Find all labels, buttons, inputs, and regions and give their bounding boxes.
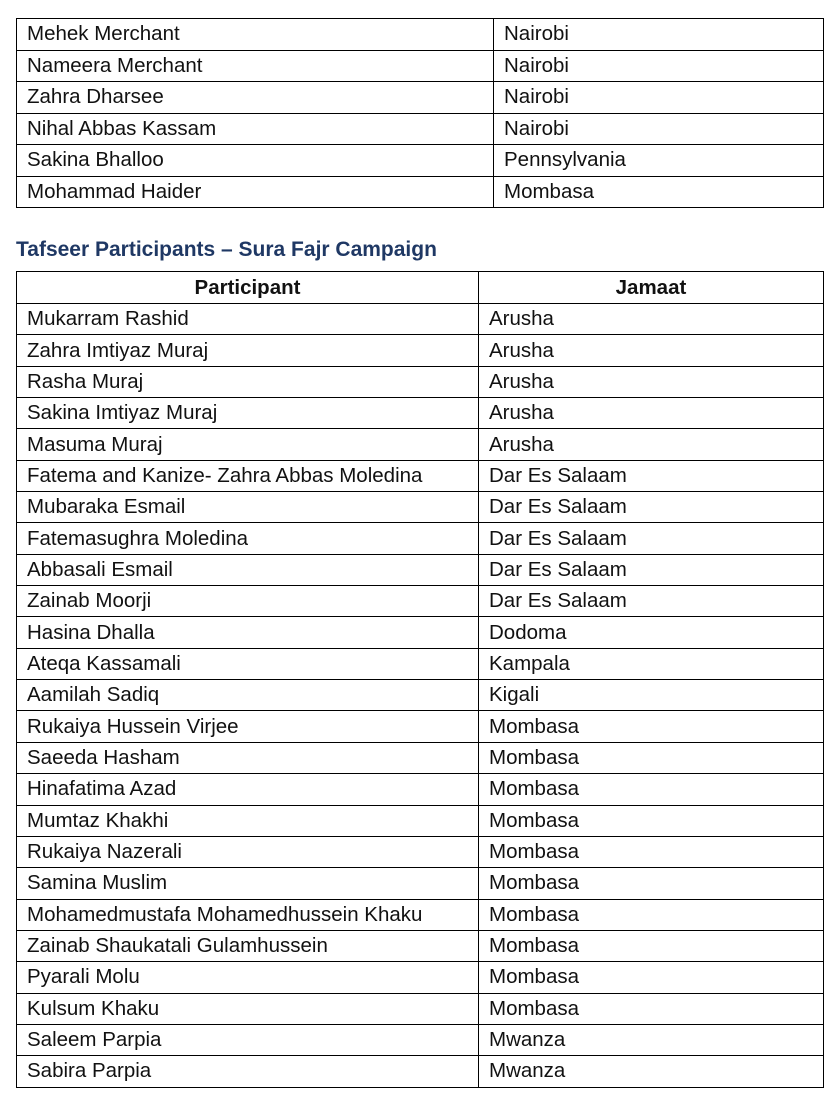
participant-cell: Masuma Muraj xyxy=(17,429,479,460)
section-heading: Tafseer Participants – Sura Fajr Campaign xyxy=(16,238,437,261)
participant-cell: Zainab Shaukatali Gulamhussein xyxy=(17,930,479,961)
participant-cell: Sakina Imtiyaz Muraj xyxy=(17,398,479,429)
participant-cell: Mumtaz Khakhi xyxy=(17,805,479,836)
participant-cell: Rasha Muraj xyxy=(17,366,479,397)
jamaat-cell: Mombasa xyxy=(494,176,824,208)
table-row xyxy=(17,304,824,335)
table-row xyxy=(17,993,824,1024)
table-row xyxy=(17,554,824,585)
participants-table-continued xyxy=(16,18,824,208)
table-row xyxy=(17,836,824,867)
table-row xyxy=(17,145,824,177)
jamaat-cell: Mombasa xyxy=(479,868,824,899)
participant-cell: Zahra Imtiyaz Muraj xyxy=(17,335,479,366)
jamaat-cell: Dar Es Salaam xyxy=(479,586,824,617)
table-row xyxy=(17,50,824,82)
table-row xyxy=(17,711,824,742)
participant-cell: Mubaraka Esmail xyxy=(17,492,479,523)
top-table-body xyxy=(17,19,824,208)
table-row xyxy=(17,648,824,679)
jamaat-cell: Mombasa xyxy=(479,774,824,805)
jamaat-cell: Dar Es Salaam xyxy=(479,554,824,585)
participant-cell: Zahra Dharsee xyxy=(17,82,494,114)
jamaat-cell: Dar Es Salaam xyxy=(479,460,824,491)
table-row xyxy=(17,617,824,648)
participant-cell: Mohamedmustafa Mohamedhussein Khaku xyxy=(17,899,479,930)
table-row xyxy=(17,899,824,930)
participant-cell: Hasina Dhalla xyxy=(17,617,479,648)
table-row xyxy=(17,113,824,145)
jamaat-cell: Mombasa xyxy=(479,962,824,993)
jamaat-cell: Arusha xyxy=(479,398,824,429)
participant-cell: Samina Muslim xyxy=(17,868,479,899)
table-row xyxy=(17,335,824,366)
participant-cell: Mehek Merchant xyxy=(17,19,494,51)
table-row xyxy=(17,774,824,805)
jamaat-cell: Pennsylvania xyxy=(494,145,824,177)
participant-cell: Pyarali Molu xyxy=(17,962,479,993)
participant-cell: Saeeda Hasham xyxy=(17,742,479,773)
participant-cell: Nameera Merchant xyxy=(17,50,494,82)
table-row xyxy=(17,930,824,961)
participant-cell: Ateqa Kassamali xyxy=(17,648,479,679)
participant-cell: Fatemasughra Moledina xyxy=(17,523,479,554)
table-row xyxy=(17,1024,824,1055)
jamaat-cell: Nairobi xyxy=(494,50,824,82)
table-row xyxy=(17,805,824,836)
participant-cell: Zainab Moorji xyxy=(17,586,479,617)
table-row xyxy=(17,742,824,773)
table-row xyxy=(17,429,824,460)
participant-cell: Sakina Bhalloo xyxy=(17,145,494,177)
column-header-jamaat: Jamaat xyxy=(479,272,824,304)
jamaat-cell: Arusha xyxy=(479,366,824,397)
column-header-participant: Participant xyxy=(17,272,479,304)
jamaat-cell: Mombasa xyxy=(479,993,824,1024)
participant-cell: Aamilah Sadiq xyxy=(17,680,479,711)
jamaat-cell: Kigali xyxy=(479,680,824,711)
jamaat-cell: Mombasa xyxy=(479,711,824,742)
jamaat-cell: Mombasa xyxy=(479,899,824,930)
tafseer-participants-table xyxy=(16,271,824,1088)
jamaat-cell: Mombasa xyxy=(479,836,824,867)
table-row xyxy=(17,492,824,523)
table-row xyxy=(17,19,824,51)
participant-cell: Saleem Parpia xyxy=(17,1024,479,1055)
jamaat-cell: Nairobi xyxy=(494,19,824,51)
jamaat-cell: Dar Es Salaam xyxy=(479,492,824,523)
table-row xyxy=(17,962,824,993)
participant-cell: Fatema and Kanize- Zahra Abbas Moledina xyxy=(17,460,479,491)
table-header-row xyxy=(17,272,824,304)
table-row xyxy=(17,398,824,429)
table-row xyxy=(17,460,824,491)
participant-cell: Mukarram Rashid xyxy=(17,304,479,335)
table-row xyxy=(17,176,824,208)
table-row xyxy=(17,586,824,617)
jamaat-cell: Arusha xyxy=(479,335,824,366)
table-row xyxy=(17,680,824,711)
table-row xyxy=(17,868,824,899)
participant-cell: Sabira Parpia xyxy=(17,1056,479,1087)
jamaat-cell: Kampala xyxy=(479,648,824,679)
participant-cell: Abbasali Esmail xyxy=(17,554,479,585)
table-row xyxy=(17,366,824,397)
participant-cell: Rukaiya Hussein Virjee xyxy=(17,711,479,742)
jamaat-cell: Nairobi xyxy=(494,82,824,114)
tafseer-table-body xyxy=(17,304,824,1088)
jamaat-cell: Mombasa xyxy=(479,805,824,836)
participant-cell: Rukaiya Nazerali xyxy=(17,836,479,867)
participant-cell: Hinafatima Azad xyxy=(17,774,479,805)
jamaat-cell: Nairobi xyxy=(494,113,824,145)
jamaat-cell: Mombasa xyxy=(479,742,824,773)
jamaat-cell: Mombasa xyxy=(479,930,824,961)
participant-cell: Mohammad Haider xyxy=(17,176,494,208)
jamaat-cell: Mwanza xyxy=(479,1056,824,1087)
table-row xyxy=(17,523,824,554)
jamaat-cell: Dar Es Salaam xyxy=(479,523,824,554)
jamaat-cell: Mwanza xyxy=(479,1024,824,1055)
jamaat-cell: Arusha xyxy=(479,429,824,460)
participant-cell: Nihal Abbas Kassam xyxy=(17,113,494,145)
jamaat-cell: Dodoma xyxy=(479,617,824,648)
jamaat-cell: Arusha xyxy=(479,304,824,335)
table-row xyxy=(17,1056,824,1087)
participant-cell: Kulsum Khaku xyxy=(17,993,479,1024)
table-row xyxy=(17,82,824,114)
